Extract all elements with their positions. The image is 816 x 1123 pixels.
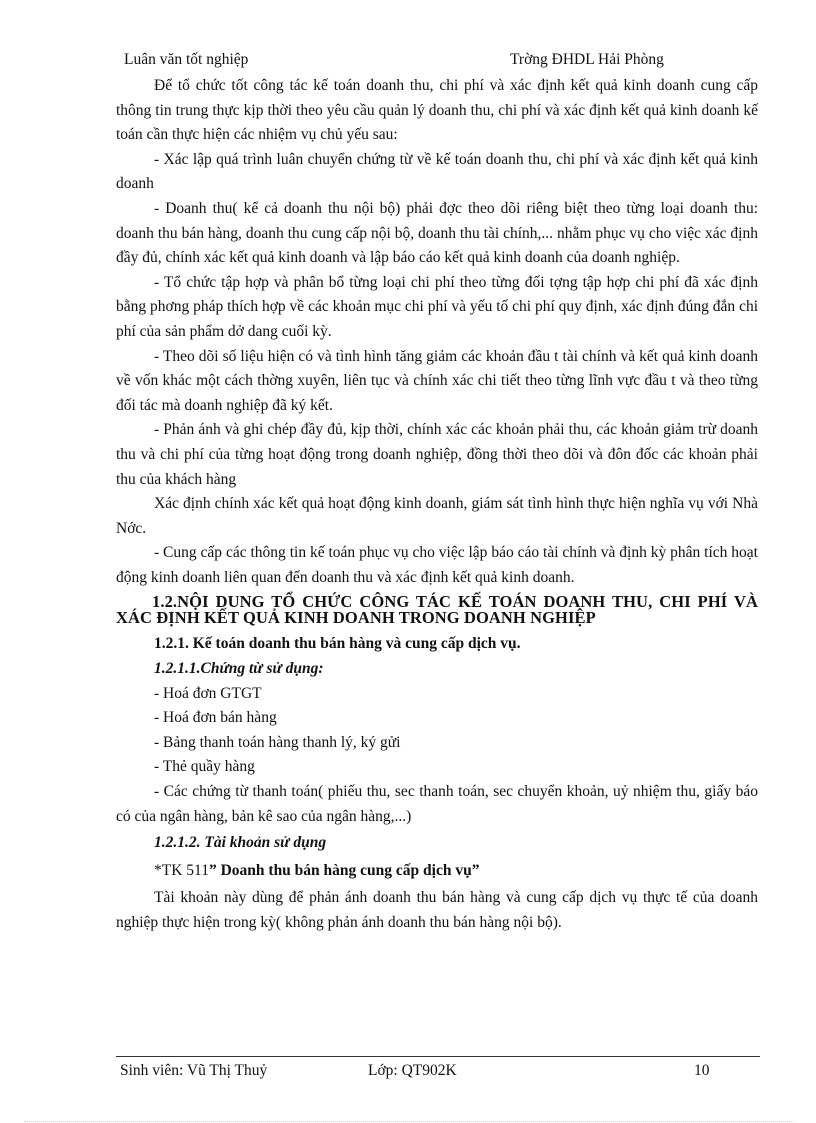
footer-class: Lớp: QT902K [368,1062,457,1079]
account-name: ” Doanh thu bán hàng cung cấp dịch vụ” [208,861,480,879]
subsection-heading: 1.2.1. Kế toán doanh thu bán hàng và cung cấp dịch vụ. [154,635,521,653]
footer-student: Sinh viên: Vũ Thị Thuỷ [120,1062,268,1079]
task-item: Xác định chính xác kết quả hoạt động kinh doanh, giám sát tình hình thực hiện nghĩa vụ với Nhà Nớc. [116,495,758,537]
document-list-item: - Bảng thanh toán hàng thanh lý, ký gửi [154,733,401,751]
document-list-item: - Thẻ quầy hàng [154,758,255,776]
task-item: - Theo dõi số liệu hiện có và tình hình tăng giảm các khoản đầu t tài chính và kết quả kinh doanh về vốn khác một cách thờng xuyên, liên tục và chính xác chi tiết theo từng lĩnh vực đầu t và theo từng đối tác mà doanh nghiệp đã ký kết. [116,347,758,414]
section-title: 1.2.NỘI DUNG TỔ CHỨC CÔNG TÁC KẾ TOÁN DOANH THU, CHI PHÍ VÀ XÁC ĐỊNH KẾT QUẢ KINH DOANH TRONG DOANH NGHIỆP [116,592,758,628]
task-item: - Doanh thu( kể cả doanh thu nội bộ) phải đợc theo dõi riêng biệt theo từng loại doanh thu: doanh thu bán hàng, doanh thu cung cấp nội bộ, doanh thu tài chính,... nhằm phục vụ cho việc xác định đầy đủ, chính xác kết quả kinh doanh và lập báo cáo kết quả kinh doanh của doanh nghiệp. [116,199,758,267]
header-thesis-label: Luân văn tốt nghiệp [124,51,249,68]
account-heading: 1.2.1.2. Tài khoản sử dụng [154,834,327,852]
document-list-item: - Hoá đơn bán hàng [154,709,277,727]
task-item: - Cung cấp các thông tin kế toán phục vụ cho việc lập báo cáo tài chính và định kỳ phân tích hoạt động kinh doanh liên quan đến doanh thu và xác định kết quả kinh doanh. [116,544,758,586]
task-item: - Phản ánh và ghi chép đầy đủ, kịp thời, chính xác các khoản phải thu, các khoản giảm trừ doanh thu và chi phí của từng hoạt động trong doanh nghiệp, đồng thời theo dõi và đôn đốc các khoản phải thu của khách hàng [116,421,758,488]
page-header [0,48,816,72]
documents-heading: 1.2.1.1.Chứng từ sử dụng: [154,660,324,678]
account-title [116,859,758,884]
page-footer [0,1060,816,1082]
task-item: - Xác lập quá trình luân chuyển chứng từ về kế toán doanh thu, chi phí và xác định kết quả kinh doanh [116,150,758,193]
header-university: Trờng ĐHDL Hải Phòng [510,51,664,68]
task-item: - Tổ chức tập hợp và phân bổ từng loại chi phí theo từng đối tợng tập hợp chi phí đã xác định bằng phơng pháp thích hợp về các khoản mục chi phí và yếu tố chi phí quy định, xác định đúng đắn chi phí của sản phẩm dở dang cuối kỳ. [116,273,758,340]
footer-divider [116,1056,760,1057]
document-body [116,74,758,936]
page-number: 10 [694,1062,710,1079]
intro-paragraph: Để tổ chức tốt công tác kế toán doanh thu, chi phí và xác định kết quả kinh doanh cung cấp thông tin trung thực kịp thời theo yêu cầu quản lý doanh thu, chi phí và xác định kết quả kinh doanh kế toán cần thực hiện các nhiệm vụ chủ yếu sau: [116,77,758,144]
page-bottom-dotted-border [24,1121,794,1122]
account-description: Tài khoản này dùng để phản ánh doanh thu bán hàng và cung cấp dịch vụ thực tế của doanh nghiệp thực hiện trong kỳ( không phản ánh doanh thu bán hàng nội bộ). [116,889,758,931]
account-code: *TK 511 [154,861,209,879]
document-list-item: - Hoá đơn GTGT [154,684,262,702]
document-list-item: - Các chứng từ thanh toán( phiếu thu, sec thanh toán, sec chuyển khoản, uỷ nhiệm thu, giấy báo có của ngân hàng, bản kê sao của ngân hàng,...) [116,783,758,825]
